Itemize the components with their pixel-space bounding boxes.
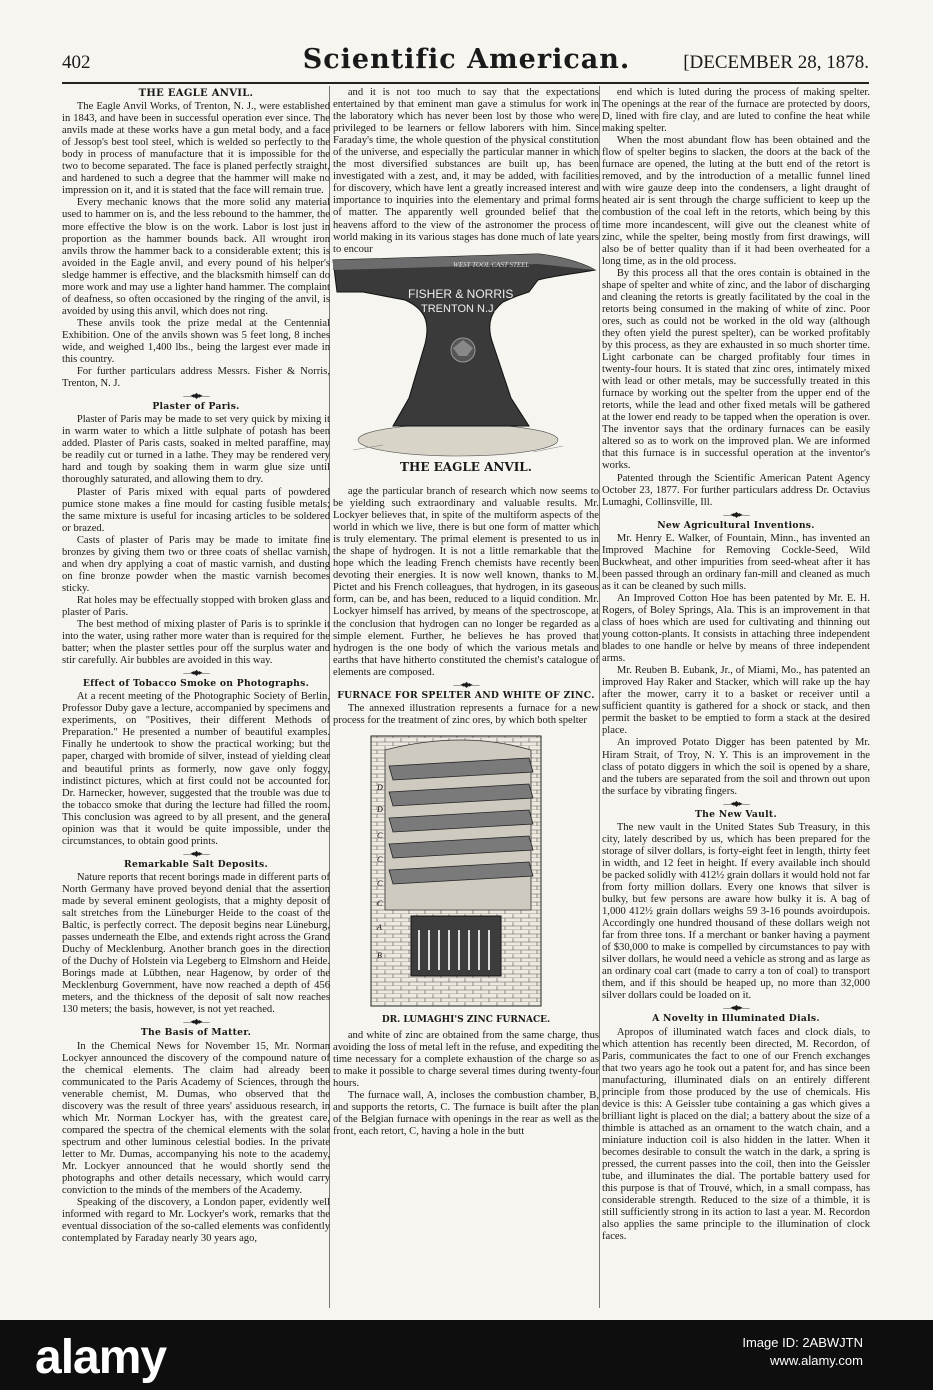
- watermark-info: [742, 1334, 863, 1370]
- paragraph: In the Chemical News for November 15, Mr. Norman Lockyer announced the discovery of the compound nature of the chemical elements. The claim had already been communicated to the Paris Academy of Sciences, through the venerable chemist, M. Dumas, who observed that the discovery was the result of three years' assiduous research, in which Mr. Norman Lockyer has, with the greatest care, compared the spectra of the chemical elements with the solar spectrum and other luminous celestial bodies. In the private letter to Mr. Dumas, accompanying his note to the academy, Mr. Lockyer announced that he would shortly send the photographs and other details necessary, which would carry conviction to the minds of the members of the Academy.: [62, 1040, 330, 1197]
- watermark-site: www.alamy.com: [770, 1353, 863, 1368]
- section-ornament: —◂◆▸—: [183, 391, 209, 401]
- article-heading-furnace: FURNACE FOR SPELTER AND WHITE OF ZINC.: [337, 689, 595, 701]
- paragraph: The Eagle Anvil Works, of Trenton, N. J., were established in 1843, and have been in successful operation ever since. The anvils made at these works have a gun metal body, and a face of Jessop's best tool steel, which is welded so perfectly to the body in process of manufacture that it is impossible for the two to become separated. The face is planed perfectly straight, and hardened to such a degree that the hammer will make no impression on it, and it is stated that the face will remain true.: [62, 101, 330, 197]
- paragraph: The annexed illustration represents a furnace for a new process for the treatment of zinc ores, by which both spelter: [333, 702, 599, 726]
- paragraph: Mr. Reuben B. Eubank, Jr., of Miami, Mo., has patented an improved Hay Raker and Stacker, which will rake up the hay after the mower, carry it to a basket or receiver until a sufficient quantity is gathered for a shock or stack, and then permit the basket to be emptied to form a stack at the desired place.: [602, 665, 870, 737]
- paragraph: The furnace wall, A, incloses the combustion chamber, B, and supports the retorts, C. The furnace is built after the plan of the Belgian furnace with openings in the rear as well as the front, each retort, C, having a hole in the butt: [333, 1090, 599, 1138]
- paragraph: Nature reports that recent borings made in different parts of North Germany have proved beyond denial that the assertion made by several eminent geologists, that a mighty deposit of salt stretches from the Lüneburger Heide to the coast of the Baltic, is perfectly correct. The deposit begins near Lüneburg, passes underneath the Elbe, and extends right across the Grand Duchy of Mecklenburg. Another branch goes in the direction of the Duchy of Holstein via Legeberg to Elmshorn and Heide. Borings made at Lübthen, near Hagenow, by order of the Mecklenburg Government, have now reached a depth of 456 meters, and the thickness of the deposit of salt now reaches 130 meters; the basis, however, is not yet reached.: [62, 871, 330, 1016]
- paragraph: and it is not too much to say that the expectations entertained by that eminent man gave a stimulus for work in the laboratory which has never been lost by those who were privileged to be learners or fellow laborers with him. Since Faraday's time, the whole question of the physical constitution of the universe, and especially the particular manner in which the most diversified substances are built up, has been investigated with a zest, and, it may be added, with facilities for discovery, which have lent a greatly increased interest and importance to inquiries into the elementary and primal forms of matter. The apparently well grounded belief that the heavens afford to the view of the astronomer the process of world making in its various stages has done much of late years to encour: [333, 87, 599, 255]
- paragraph: Plaster of Paris may be made to set very quick by mixing it in warm water to which a little sulphate of potash has been added. Plaster of Paris casts, soaked in melted paraffine, may be readily cut or turned in a lathe. They may be rendered very hard and tough by soaking them in warm glue size until thoroughly saturated, and allowing them to dry.: [62, 414, 330, 486]
- article-body-matter-cont: [333, 87, 599, 255]
- anvil-stamp-place: TRENTON N.J.: [421, 303, 497, 315]
- furnace-caption: DR. LUMAGHI'S ZINC FURNACE.: [381, 1014, 551, 1025]
- section-ornament: —◂◆▸—: [723, 509, 749, 519]
- section-ornament: —◂◆▸—: [453, 679, 479, 689]
- section-ornament: —◂◆▸—: [723, 798, 749, 808]
- column-3: [602, 87, 870, 1312]
- anvil-stamp-top: WEST TOOL CAST STEEL: [453, 261, 530, 269]
- figure-label: D: [377, 782, 383, 792]
- paragraph: age the particular branch of research which now seems to be yielding such extraordinary and valuable results. Mr. Lockyer believes that, in spite of the multiform aspects of the world in which we live, there is but one form of matter which is truly elementary. The primal element is presented to us in the shape of hydrogen. It is not a little remarkable that the hope which the leading French chemists have recently been devoting their energies. It is now well known, thanks to M. Pictet and his French colleagues, that hydrogen, in its gaseous form, can be, and has been, reduced to a liquid condition. Mr. Lockyer himself has arrived, by means of the spectroscope, at the conclusion that hydrogen can no longer be regarded as a simple element. Further, he believes he has proved that hydrogen is the one body of which the various metals and earths that have hitherto constituted the chemist's catalogue of elements are composed.: [333, 486, 599, 678]
- article-body-dials: [602, 1027, 870, 1244]
- figure-label: C: [377, 854, 383, 864]
- furnace-figure: [333, 730, 599, 1012]
- anvil-caption: THE EAGLE ANVIL.: [400, 460, 532, 475]
- paragraph: Mr. Henry E. Walker, of Fountain, Minn., has invented an Improved Machine for Removing Cockle-Seed, Wild Buckwheat, and other impurities from seed-wheat after it has been passed through an ordinary fan-mill and cleaned as much as it can be cleaned by such mills.: [602, 532, 870, 592]
- paragraph: Every mechanic knows that the more solid any material used to hammer on is, and the less rebound to the hammer, the more effective the blow is on the work. Labor is lost just in proportion as the hammer bounds back. All wrought iron anvils throw the hammer back to a considerable extent; this is avoided in the Eagle anvil, and every pound of his helper's sledge hammer is effective, and the blacksmith himself can do more work and may use a lighter hand hammer. The complaint of deafness, so often occasioned by the ringing of the anvil, is avoided by using this anvil, which does not ring.: [62, 197, 330, 317]
- article-body-matter: [62, 1041, 330, 1246]
- figure-label: C: [377, 830, 383, 840]
- page-number: 402: [62, 52, 91, 73]
- article-heading-tobacco: Effect of Tobacco Smoke on Photographs.: [82, 678, 310, 690]
- article-body-vault: [602, 822, 870, 1003]
- article-body-furnace: [333, 703, 599, 727]
- figure-label: D: [377, 804, 383, 814]
- article-heading-plaster: Plaster of Paris.: [152, 401, 240, 413]
- figure-label: C: [377, 878, 383, 888]
- paragraph: An improved Potato Digger has been patented by Mr. Hiram Strait, of Troy, N. Y. This is an improvement in the class of potato diggers in which the soil is opened by a share, and the tubers are separated from the soil and thrown out upon the surface by vibrating fingers.: [602, 737, 870, 797]
- watermark-logo: alamy: [35, 1331, 167, 1384]
- article-heading-dials: A Novelty in Illuminated Dials.: [652, 1013, 820, 1025]
- paragraph: Rat holes may be effectually stopped with broken glass and plaster of Paris.: [62, 594, 330, 618]
- header-rule: [62, 82, 869, 84]
- paragraph: end which is luted during the process of making spelter. The openings at the rear of the furnace are protected by doors, D, lined with fire clay, and are luted to confine the heat while making spelter.: [602, 87, 870, 135]
- anvil-stamp-maker: FISHER & NORRIS: [408, 287, 514, 301]
- column-2: [333, 87, 599, 1312]
- paragraph: Apropos of illuminated watch faces and clock dials, to which attention has recently been directed, M. Recordon, of Paris, communicates the fact to one of our French exchanges that two years ago he took out a patent for, and has since been manufacturing, illuminated dials on an entirely different principle from those produced by the use of chemicals. His device is this: A Geissler tube containing a gas which gives a brilliant light is placed on the dial; a battery about the size of a thimble is attached as an ornament to the watch chain, and a miniature induction coil is also hidden in the latter. When it becomes desirable to consult the watch in the dark, a spring is pressed, the current passes into the coil, then into the Geissler tube, and illuminates the dial. The portable battery used for this purpose is that of Trouvé, which, in a small compass, has considerable strength. Reduced to the size of a thimble, it is still sufficiently strong in its action to last a year. M. Recordon also applies the same principle to the illumination of clock faces.: [602, 1026, 870, 1243]
- article-body-salt: [62, 872, 330, 1017]
- article-body-eagle-anvil: [62, 101, 330, 390]
- section-ornament: —◂◆▸—: [183, 668, 209, 678]
- paragraph: An Improved Cotton Hoe has been patented by Mr. E. H. Rogers, of Boley Springs, Ala. This is an improvement in that class of hoes which are used for cultivating and thinning out young cotton-plants. It consists in attaching three independent blades to one handle or helve by means of three independent arms.: [602, 592, 870, 665]
- figure-label: A: [377, 922, 382, 932]
- article-body-agricultural: [602, 533, 870, 798]
- article-heading-eagle-anvil: THE EAGLE ANVIL.: [138, 88, 254, 99]
- article-heading-matter: The Basis of Matter.: [140, 1027, 252, 1039]
- article-heading-salt: Remarkable Salt Deposits.: [124, 858, 268, 870]
- section-ornament: —◂◆▸—: [183, 1017, 209, 1027]
- paragraph: By this process all that the ores contain is obtained in the shape of spelter and white of zinc, and the labor of discharging and cleaning the retorts is greatly facilitated by the coal in the retorts being consumed in the making of white of zinc. Poor ores, such as could not be worked in the old way (although they often yield the purest spelter), can be worked profitably by this process, as they are exhausted in so much shorter time. Light carbonate can be charged profitably four times in twenty-four hours. It is stated that zinc ores, intimately mixed with lead or other metals, may be successfully treated in this furnace by working out the spelter from the upper end of the retorts, while the lead and other fixed metals will be gathered at the lower end ready to be tapped when the operation is over. The inventor says that the ordinary furnaces can be easily altered so as to work on the improved plan. We are informed that this furnace is in successful operation at the inventor's works.: [602, 267, 870, 472]
- paragraph: When the most abundant flow has been obtained and the flow of spelter begins to slacken, the doors at the back of the furnace are opened, the luting at the butt end of the retort is removed, and by the introduction of a metallic funnel lined with wire gauze deep into the condensers, a light draught of heated air is sent through the charge sufficient to keep up the combustion of the coal left in the retorts, which being by this time more incandescent, will give out the cleanest white of zinc, while the spelter, being mostly from first drawings, will also be of better quality than if it had been overheated for a long time, as in the old process.: [602, 135, 870, 267]
- figure-label: C: [377, 898, 383, 908]
- issue-date: [DECEMBER 28, 1878.: [683, 52, 869, 73]
- column-divider: [599, 86, 600, 1308]
- article-body-furnace-cont2: [602, 87, 870, 509]
- column-1: [62, 87, 330, 1312]
- masthead-title: Scientific American.: [302, 44, 631, 75]
- watermark-banner: [0, 1320, 933, 1390]
- paragraph: These anvils took the prize medal at the Centennial Exhibition. One of the anvils shown was 5 feet long, 8 inches wide, and weighed 1,400 lbs., being the largest ever made in this country.: [62, 317, 330, 366]
- article-body-matter-cont2: [333, 486, 599, 679]
- article-body-tobacco: [62, 691, 330, 848]
- section-ornament: —◂◆▸—: [723, 1003, 749, 1013]
- article-body-plaster: [62, 414, 330, 667]
- article-body-furnace-cont: [333, 1030, 599, 1138]
- article-heading-vault: The New Vault.: [695, 808, 777, 820]
- article-heading-agricultural: New Agricultural Inventions.: [657, 519, 815, 531]
- paragraph: The new vault in the United States Sub Treasury, in this city, lately described by us, which has been prepared for the storage of silver dollars, is forty-eight feet in length, thirty feet in width, and 12 feet in height. If every available inch should be packed solidly with 412½ grain dollars it would hold not far from forty million dollars. Every one knows that silver is bulky, but few persons are aware how bulky it is. A bag of 1,000 412½ grain dollars weighs 59 3-16 pounds avoirdupois. Accordingly one hundred thousand of these dollars weigh not far from three tons. If a merchant or banker having a payment of $30,000 to make is compelled by circumstances to pay with silver dollars, he would need a vehicle as strong and as large as an ordinary coal cart (made to carry a ton of coal) to transport them, and if this should be heaped up, no more than 32,000 silver dollars could be loaded on it.: [602, 821, 870, 1002]
- anvil-figure: [333, 240, 599, 482]
- furnace-illustration: [333, 730, 599, 1012]
- figure-label: B: [377, 950, 382, 960]
- paragraph: Patented through the Scientific American Patent Agency October 23, 1877. For further particulars address Dr. Octavius Lumaghi, Collinsville, Ill.: [602, 472, 870, 508]
- paragraph: The best method of mixing plaster of Paris is to sprinkle it into the water, using rather more water than is required for the batter; when the plaster settles pour off the surplus water and stir carefully. Air bubbles are avoided in this way.: [62, 619, 330, 667]
- paragraph: For further particulars address Messrs. Fisher & Norris, Trenton, N. J.: [62, 366, 330, 390]
- paragraph: and white of zinc are obtained from the same charge, thus avoiding the loss of metal left in the refuse, and expediting the time necessary for a complete exhaustion of the charge so as to make it possible to charge several times during twenty-four hours.: [333, 1029, 599, 1090]
- watermark-image-id: Image ID: 2ABWJTN: [742, 1335, 863, 1350]
- paragraph: At a recent meeting of the Photographic Society of Berlin, Professor Duby gave a lecture, accompanied by specimens and experiments, on "Positives, their different Methods of Preparation." He presented a number of beautiful examples. Finally he undertook to show the practical working; but the paper, charged with bromide of silver, instead of yielding clear and beautiful prints as formerly, now gave only foggy, indistinct pictures, which at first could not be accounted for. Dr. Harnecker, however, suggested that the trouble was due to the tobacco smoke that during the lecture had filled the room. This conclusion was agreed to by all present, and the general opinion was that it would be quite impossible, under the circumstances, to obtain good prints.: [62, 691, 330, 847]
- section-ornament: —◂◆▸—: [183, 848, 209, 858]
- paragraph: Plaster of Paris mixed with equal parts of powdered pumice stone makes a fine mould for casting fusible metals; the same mixture is useful for incasing articles to be soldered or brazed.: [62, 486, 330, 534]
- paragraph: Speaking of the discovery, a London paper, evidently well informed with regard to Mr. Lockyer's work, remarks that the eventual dissociation of the so-called elements was confidently contemplated by Faraday nearly 30 years ago,: [62, 1197, 330, 1245]
- anvil-illustration: [333, 240, 599, 465]
- paragraph: Casts of plaster of Paris may be made to imitate fine bronzes by giving them two or three coats of shellac varnish, and when dry applying a coat of mastic varnish, and dusting on fine bronze powder when the mastic varnish becomes sticky.: [62, 534, 330, 594]
